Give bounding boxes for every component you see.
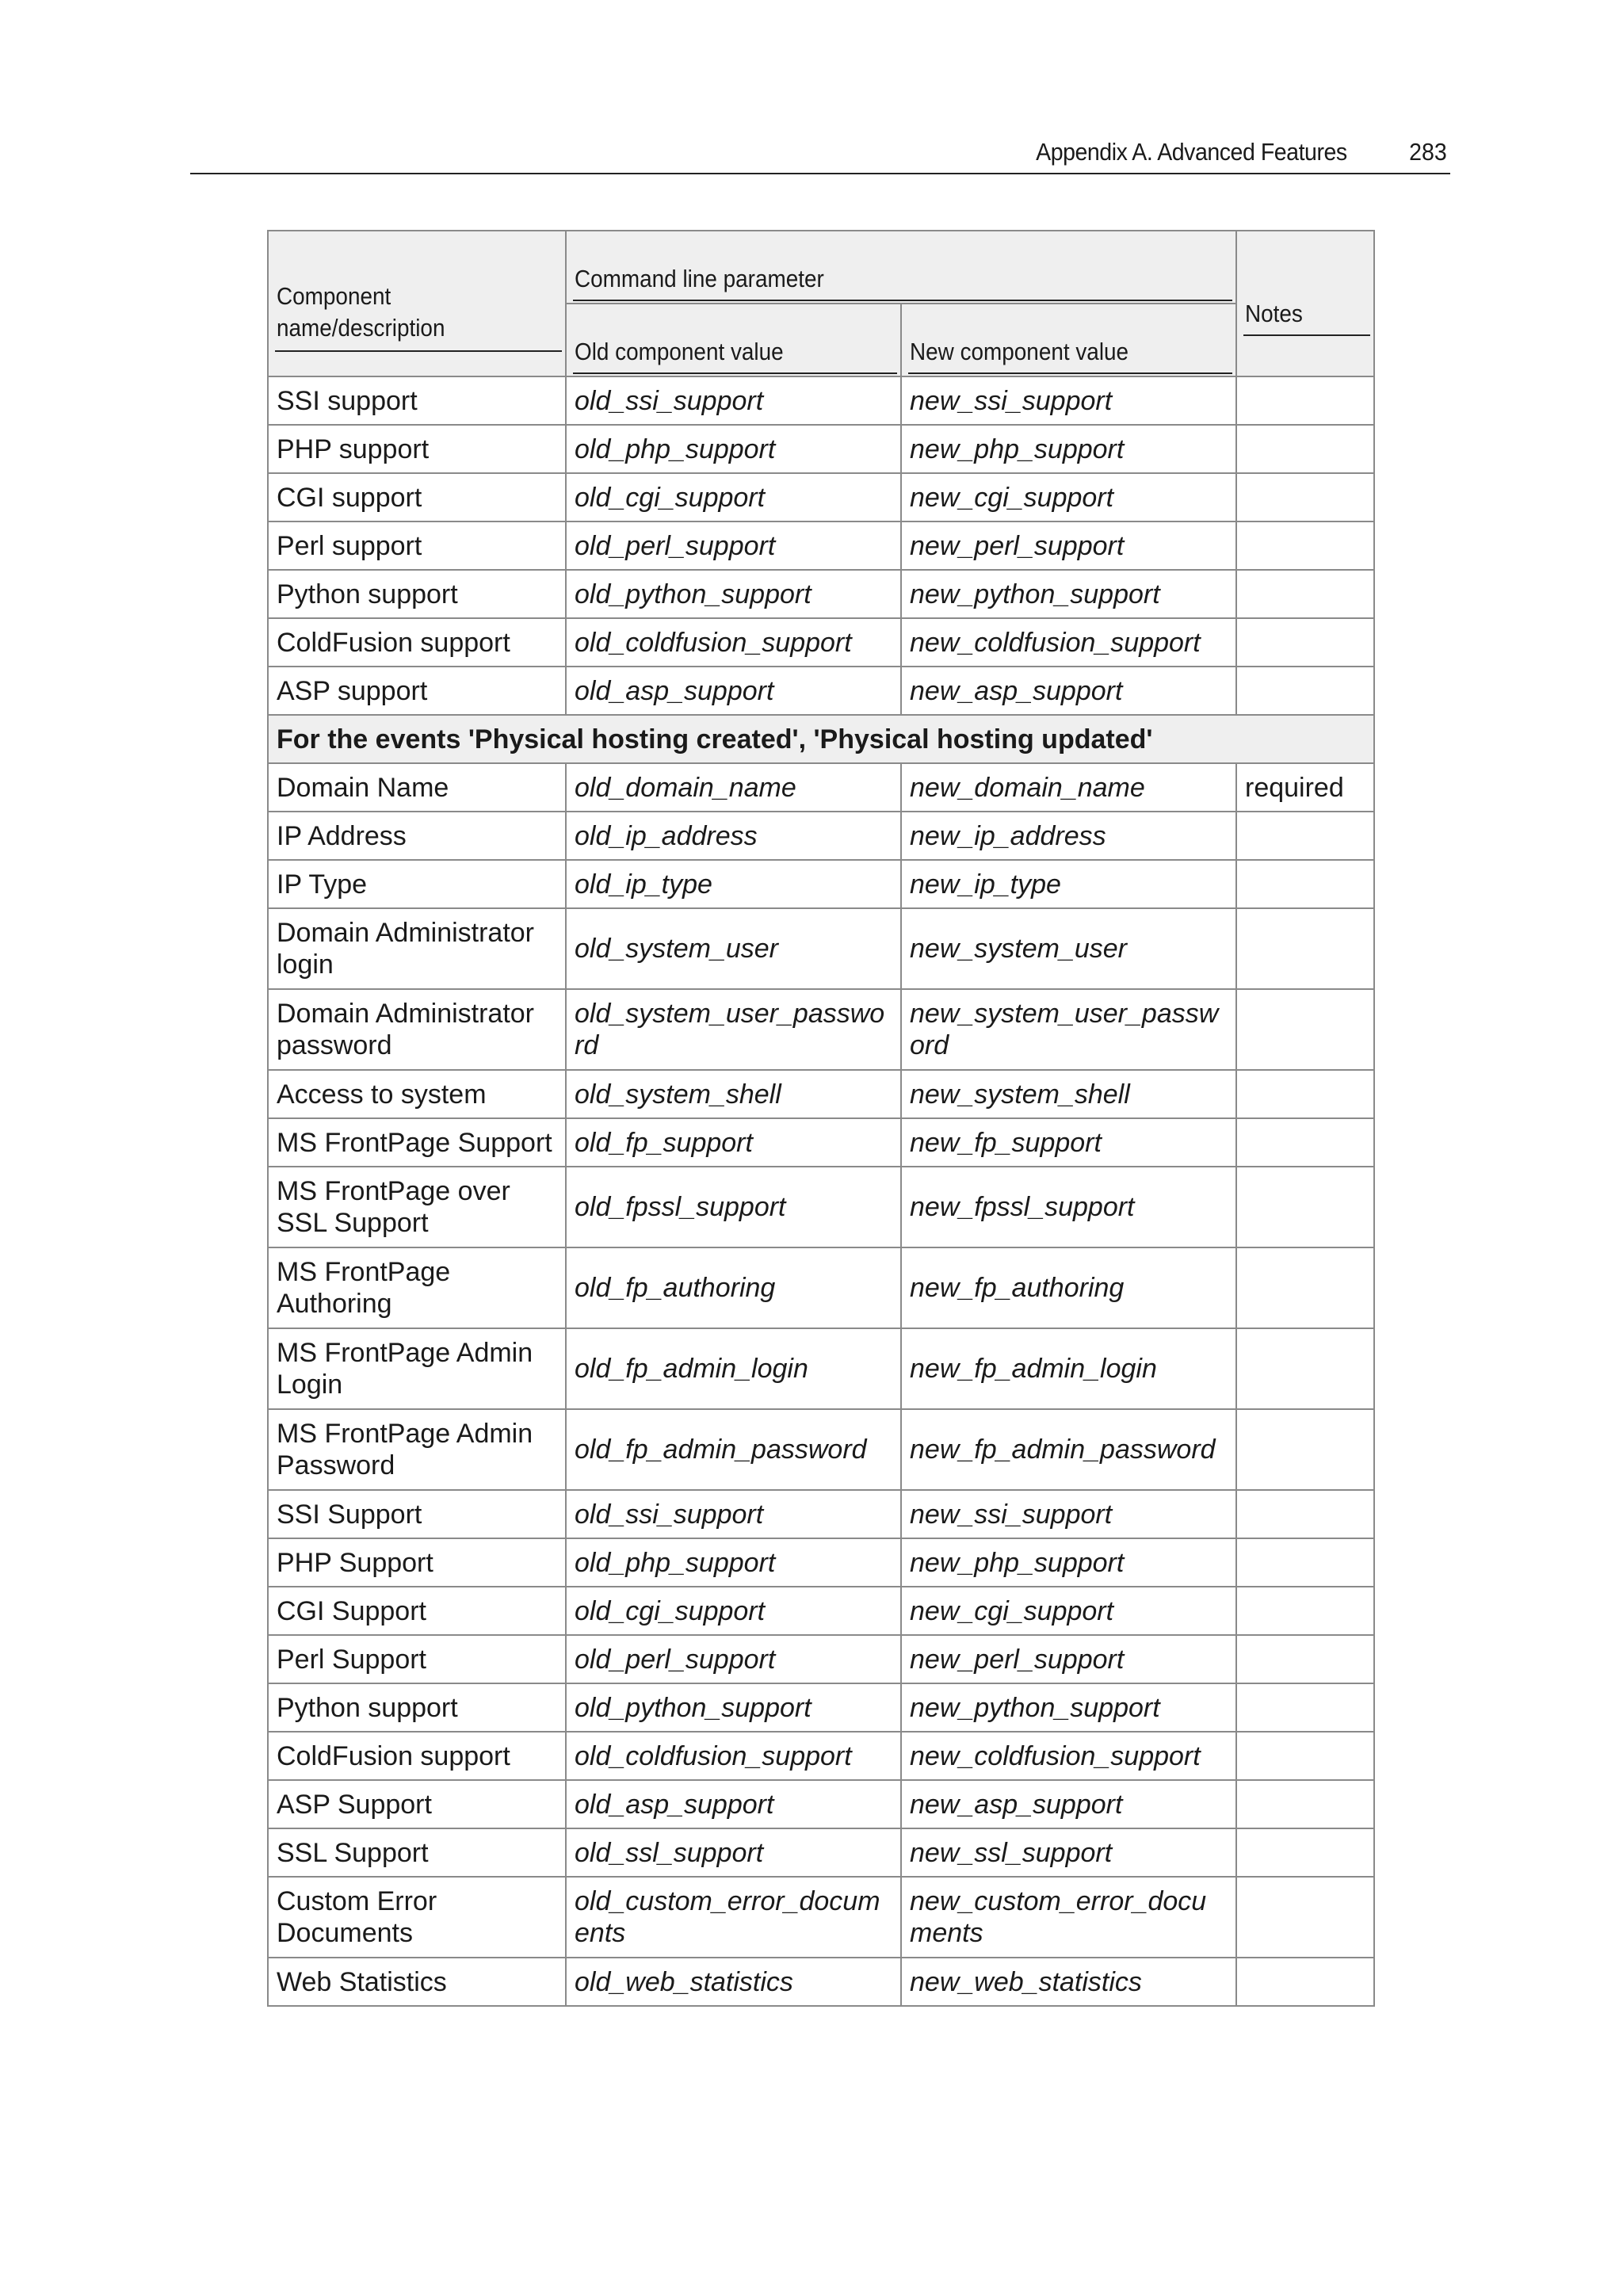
table-row: [268, 425, 1374, 473]
table-row: [268, 376, 1374, 425]
table-row: [268, 521, 1374, 570]
cell-new-value: new_fpssl_support: [901, 1167, 1236, 1247]
cell-old-value: old_python_support: [566, 570, 901, 618]
cell-new-value: new_ssi_support: [901, 376, 1236, 425]
cell-new-value: new_system_shell: [901, 1070, 1236, 1118]
table-row: [268, 1490, 1374, 1538]
cell-new-value: new_cgi_support: [901, 473, 1236, 521]
cell-notes: [1236, 425, 1374, 473]
table-row: [268, 1683, 1374, 1732]
table-row: [268, 1828, 1374, 1877]
cell-component: MS FrontPage Admin Password: [268, 1409, 566, 1490]
cell-old-value: old_ssi_support: [566, 1490, 901, 1538]
table-row: [268, 1328, 1374, 1409]
cell-component: Domain Name: [268, 763, 566, 812]
cell-old-value: old_cgi_support: [566, 1587, 901, 1635]
cell-component: ColdFusion support: [268, 618, 566, 667]
cell-component: Domain Administrator login: [268, 908, 566, 989]
cell-notes: [1236, 989, 1374, 1070]
cell-old-value: old_domain_name: [566, 763, 901, 812]
cell-notes: required: [1236, 763, 1374, 812]
cell-notes: [1236, 1490, 1374, 1538]
cell-component: MS FrontPage Authoring: [268, 1247, 566, 1328]
cell-new-value: new_php_support: [901, 425, 1236, 473]
table-row: [268, 473, 1374, 521]
table-row: [268, 1538, 1374, 1587]
cell-notes: [1236, 473, 1374, 521]
section-heading: For the events 'Physical hosting created', 'Physical hosting updated': [268, 715, 1374, 763]
cell-component: Perl Support: [268, 1635, 566, 1683]
cell-old-value: old_ssi_support: [566, 376, 901, 425]
cell-old-value: old_php_support: [566, 425, 901, 473]
cell-old-value: old_coldfusion_support: [566, 618, 901, 667]
cell-old-value: old_php_support: [566, 1538, 901, 1587]
table-body-bottom: [268, 763, 1374, 2006]
cell-component: Python support: [268, 1683, 566, 1732]
cell-component: MS FrontPage Support: [268, 1118, 566, 1167]
cell-old-value: old_system_shell: [566, 1070, 901, 1118]
cell-old-value: old_web_statistics: [566, 1958, 901, 2006]
cell-old-value: old_asp_support: [566, 1780, 901, 1828]
table-section: [268, 715, 1374, 763]
cell-component: IP Address: [268, 812, 566, 860]
cell-old-value: old_coldfusion_support: [566, 1732, 901, 1780]
cell-notes: [1236, 1070, 1374, 1118]
cell-old-value: old_system_user: [566, 908, 901, 989]
cell-notes: [1236, 667, 1374, 715]
cell-old-value: old_asp_support: [566, 667, 901, 715]
cell-notes: [1236, 908, 1374, 989]
cell-notes: [1236, 1958, 1374, 2006]
cell-notes: [1236, 1587, 1374, 1635]
cell-component: CGI support: [268, 473, 566, 521]
cell-new-value: new_custom_error_documents: [901, 1877, 1236, 1958]
cell-new-value: new_asp_support: [901, 1780, 1236, 1828]
table-row: [268, 1587, 1374, 1635]
cell-old-value: old_perl_support: [566, 1635, 901, 1683]
cell-component: Domain Administrator password: [268, 989, 566, 1070]
cell-component: Perl support: [268, 521, 566, 570]
cell-component: SSL Support: [268, 1828, 566, 1877]
cell-notes: [1236, 1683, 1374, 1732]
table-row: [268, 1780, 1374, 1828]
cell-notes: [1236, 860, 1374, 908]
table-row: [268, 1167, 1374, 1247]
cell-new-value: new_python_support: [901, 1683, 1236, 1732]
cell-notes: [1236, 618, 1374, 667]
cell-old-value: old_fp_support: [566, 1118, 901, 1167]
cell-old-value: old_fp_authoring: [566, 1247, 901, 1328]
cell-new-value: new_asp_support: [901, 667, 1236, 715]
cell-component: MS FrontPage Admin Login: [268, 1328, 566, 1409]
cell-old-value: old_ip_type: [566, 860, 901, 908]
table-row: [268, 1247, 1374, 1328]
cell-component: ColdFusion support: [268, 1732, 566, 1780]
cell-component: ASP support: [268, 667, 566, 715]
cell-old-value: old_fp_admin_password: [566, 1409, 901, 1490]
header-underline: [573, 372, 897, 374]
header-underline: [1243, 334, 1370, 336]
table-row: [268, 763, 1374, 812]
table-row: [268, 860, 1374, 908]
cell-component: Custom Error Documents: [268, 1877, 566, 1958]
cell-new-value: new_perl_support: [901, 521, 1236, 570]
cell-notes: [1236, 1409, 1374, 1490]
table-row: [268, 1409, 1374, 1490]
table-row: [268, 1118, 1374, 1167]
cell-notes: [1236, 521, 1374, 570]
table-row: [268, 618, 1374, 667]
cell-old-value: old_fp_admin_login: [566, 1328, 901, 1409]
header-command: [566, 231, 1236, 304]
cell-component: ASP Support: [268, 1780, 566, 1828]
header-underline: [573, 300, 1232, 301]
cell-new-value: new_python_support: [901, 570, 1236, 618]
cell-old-value: old_system_user_password: [566, 989, 901, 1070]
cell-component: Python support: [268, 570, 566, 618]
cell-new-value: new_fp_support: [901, 1118, 1236, 1167]
cell-notes: [1236, 570, 1374, 618]
cell-notes: [1236, 1118, 1374, 1167]
table-row: [268, 1635, 1374, 1683]
table-row: [268, 908, 1374, 989]
cell-old-value: old_fpssl_support: [566, 1167, 901, 1247]
cell-new-value: new_ssi_support: [901, 1490, 1236, 1538]
table-row: [268, 667, 1374, 715]
cell-notes: [1236, 1635, 1374, 1683]
table-row: [268, 1958, 1374, 2006]
cell-new-value: new_ip_address: [901, 812, 1236, 860]
table-row: [268, 1732, 1374, 1780]
header-component: [268, 231, 566, 376]
cell-old-value: old_ssl_support: [566, 1828, 901, 1877]
header-component-label: Component name/description: [277, 282, 445, 342]
cell-notes: [1236, 1538, 1374, 1587]
header-underline: [908, 372, 1232, 374]
cell-new-value: new_fp_admin_login: [901, 1328, 1236, 1409]
table-row: [268, 1070, 1374, 1118]
cell-notes: [1236, 1328, 1374, 1409]
cell-notes: [1236, 1828, 1374, 1877]
page-number: 283: [1409, 138, 1447, 166]
cell-notes: [1236, 1877, 1374, 1958]
table-row: [268, 570, 1374, 618]
cell-notes: [1236, 1247, 1374, 1328]
cell-old-value: old_python_support: [566, 1683, 901, 1732]
cell-component: PHP support: [268, 425, 566, 473]
cell-component: SSI Support: [268, 1490, 566, 1538]
cell-component: Web Statistics: [268, 1958, 566, 2006]
cell-old-value: old_perl_support: [566, 521, 901, 570]
cell-old-value: old_ip_address: [566, 812, 901, 860]
cell-new-value: new_domain_name: [901, 763, 1236, 812]
parameters-table: [267, 230, 1375, 2007]
header-underline: [275, 350, 562, 352]
cell-component: CGI Support: [268, 1587, 566, 1635]
table-body-top: [268, 376, 1374, 715]
cell-new-value: new_system_user_password: [901, 989, 1236, 1070]
header-old: [566, 304, 901, 376]
cell-new-value: new_fp_authoring: [901, 1247, 1236, 1328]
table-row: [268, 1877, 1374, 1958]
cell-component: Access to system: [268, 1070, 566, 1118]
cell-new-value: new_ip_type: [901, 860, 1236, 908]
cell-notes: [1236, 812, 1374, 860]
cell-notes: [1236, 1732, 1374, 1780]
cell-new-value: new_system_user: [901, 908, 1236, 989]
header-notes: [1236, 231, 1374, 376]
cell-new-value: new_ssl_support: [901, 1828, 1236, 1877]
cell-notes: [1236, 1167, 1374, 1247]
cell-new-value: new_cgi_support: [901, 1587, 1236, 1635]
header-command-label: Command line parameter: [575, 265, 824, 292]
cell-old-value: old_custom_error_documents: [566, 1877, 901, 1958]
cell-notes: [1236, 1780, 1374, 1828]
running-section-title: Appendix A. Advanced Features: [1036, 138, 1347, 166]
cell-new-value: new_php_support: [901, 1538, 1236, 1587]
table-row: [268, 812, 1374, 860]
cell-new-value: new_coldfusion_support: [901, 618, 1236, 667]
cell-new-value: new_coldfusion_support: [901, 1732, 1236, 1780]
cell-component: SSI support: [268, 376, 566, 425]
cell-component: PHP Support: [268, 1538, 566, 1587]
cell-new-value: new_perl_support: [901, 1635, 1236, 1683]
page-header: [190, 133, 1450, 174]
cell-old-value: old_cgi_support: [566, 473, 901, 521]
cell-new-value: new_web_statistics: [901, 1958, 1236, 2006]
cell-notes: [1236, 376, 1374, 425]
header-old-label: Old component value: [575, 338, 784, 365]
header-notes-label: Notes: [1245, 300, 1303, 327]
cell-component: MS FrontPage over SSL Support: [268, 1167, 566, 1247]
header-new: [901, 304, 1236, 376]
header-new-label: New component value: [910, 338, 1129, 365]
cell-new-value: new_fp_admin_password: [901, 1409, 1236, 1490]
cell-component: IP Type: [268, 860, 566, 908]
table-row: [268, 989, 1374, 1070]
